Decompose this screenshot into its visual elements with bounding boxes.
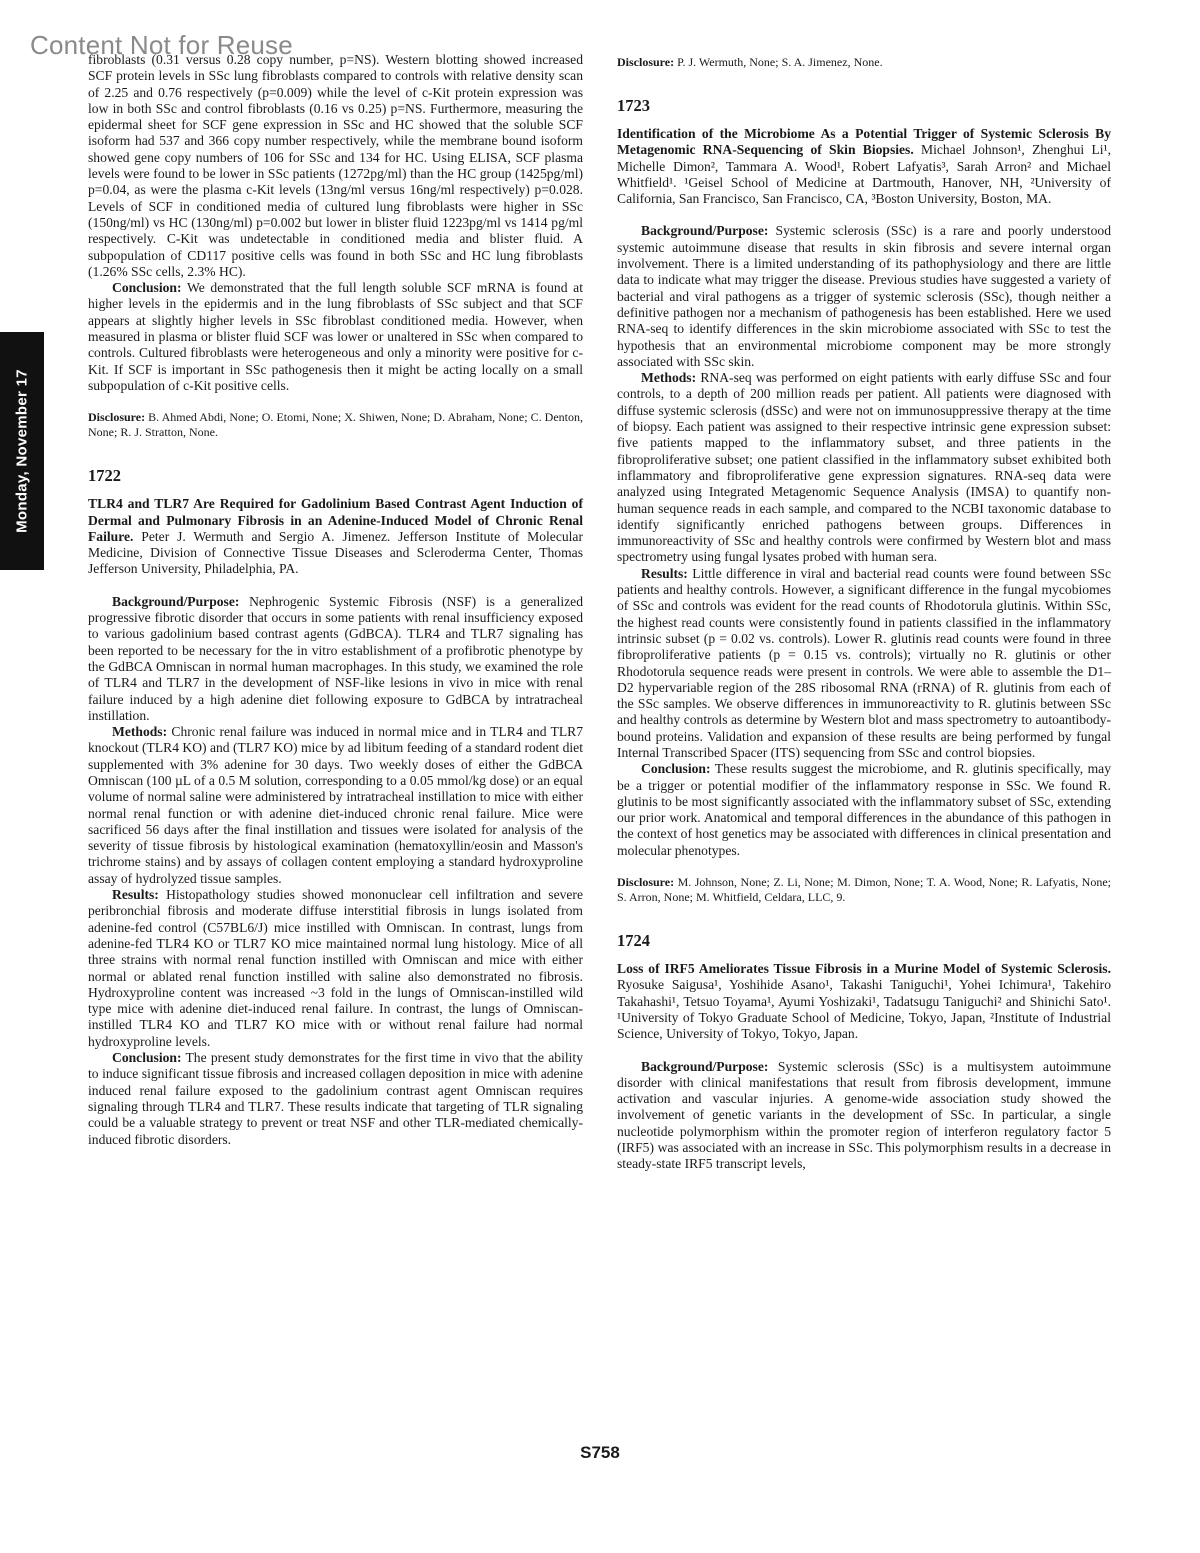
background-label: Background/Purpose:	[641, 1058, 769, 1074]
disclosure-label: Disclosure:	[617, 55, 678, 69]
results-text: Little difference in viral and bacterial read counts were found between SSc patients and healthy controls. However, a significant difference in the fungal mycobiomes of SSc and controls was evident for the read counts of Rhodotorula glutinis. Within SSc, the highest read counts were consistently found in patients classified in the inflammatory intrinsic subset (p = 0.02 vs. controls). Lower R. glutinis read counts were found in three fibroproliferative patients (p = 0.15 vs. controls); virtually no R. glutinis or other Rhodotorula sequence reads were present in controls. We were able to assemble the D1–D2 hypervariable region of the 28S ribosomal RNA (rRNA) of R. glutinis from each of the SSc samples. We observe differences in immunoreactivity to R. glutinis between SSc and healthy controls as determine by Western blot and mass spectrometry to autoantibody-bound proteins. Validation and expansion of these results are being performed by fungal Internal Transcribed Spacer (ITS) sequencing from SSc and control biopsies.	[617, 565, 1111, 760]
abstract-authors-1723: Michael Johnson¹, Zhenghui Li¹, Michelle Dimon², Tammara A. Wood¹, Robert Lafyatis³, Sarah Arron² and Michael Whitfield¹. ¹Geisel School of Medicine at Dartmouth, Hanover, NH, ²University of California, San Francisco, San Francisco, CA, ³Boston University, Boston, MA.	[617, 142, 1111, 207]
abstract-authors-1722: Peter J. Wermuth and Sergio A. Jimenez. Jefferson Institute of Molecular Medicine, Division of Connective Tissue Diseases and Scleroderma Center, Thomas Jefferson University, Philadelphia, PA.	[88, 528, 583, 577]
continuation-results: fibroblasts (0.31 versus 0.28 copy number, p=NS). Western blotting showed increased SCF protein levels in SSc lung fibroblasts compared to controls with relative density scan of 2.25 and 0.76 respectively (p=0.009) while the level of c-Kit protein expression was low in both SSc and control fibroblasts (0.16 vs 0.25) p=NS. Furthermore, measuring the epidermal sheet for SCF gene expression in SSc and HC showed that the soluble SCF isoform had 537 and 366 copy number respectively, while the membrane bound isoform showed gene copy numbers of 106 for SSc and 134 for HC. Using ELISA, SCF plasma levels were found to be lower in SSc patients (1272pg/ml) than the HC group (1425pg/ml) p=0.04, as were the plasma c-Kit levels (13ng/ml versus 16ng/ml respectively) p=0.028. Levels of SCF in conditioned media of cultured lung fibroblasts were higher in SSc (150ng/ml) vs HC (130ng/ml) p=0.002 but lower in blister fluid 1223pg/ml vs 1414 pg/ml respectively. C-Kit was undetectable in conditioned media and blister fluid. A subpopulation of CD117 positive cells was found in both SSc and HC lung fibroblasts (1.26% SSc cells, 2.3% HC).	[88, 52, 583, 279]
conclusion-label: Conclusion:	[112, 1050, 182, 1066]
left-column	[88, 52, 583, 1148]
disclosure-label: Disclosure:	[88, 410, 149, 425]
right-column	[617, 55, 1111, 1173]
background-paragraph-1722	[88, 594, 583, 724]
methods-label: Methods:	[641, 370, 697, 386]
abstract-title-1722: TLR4 and TLR7 Are Required for Gadolinium Based Contrast Agent Induction of Dermal and Pulmonary Fibrosis in an Adenine-Induced Model of Chronic Renal Failure.	[88, 496, 583, 544]
conclusion-paragraph-1722	[88, 1050, 583, 1148]
methods-text: Chronic renal failure was induced in normal mice and in TLR4 and TLR7 knockout (TLR4 KO) and (TLR7 KO) mice by ad libitum feeding of a standard rodent diet supplemented with 3% adenine for 30 days. Two weekly doses of either the GdBCA Omniscan (100 µL of a 0.5 M solution, corresponding to a 0.05 mmol/kg dose) or an equal volume of normal saline were administered by intratracheal instillation to mice with either normal renal function or with adenine diet-induced chronic renal failure. Mice were sacrificed 56 days after the final instillation and tissues were isolated for analysis of the severity of tissue fibrosis by histological examination (hematoxyllin/eosin and Masson's trichrome stains) and by assays of collagen content employing a standard hydroxyproline assay of hydrolyzed tissue samples.	[88, 724, 583, 886]
disclosure-1721	[88, 410, 583, 440]
section-tab-label: Monday, November 17	[13, 369, 31, 533]
abstract-number-1722: 1722	[88, 466, 121, 486]
conclusion-label: Conclusion:	[112, 280, 182, 296]
page-number: S758	[580, 1443, 620, 1462]
section-tab	[0, 332, 44, 570]
abstract-number-1724: 1724	[617, 931, 650, 951]
background-label: Background/Purpose:	[112, 593, 240, 609]
abstract-title-1724: Loss of IRF5 Ameliorates Tissue Fibrosis in a Murine Model of Systemic Sclerosis.	[617, 961, 1111, 977]
results-text: Histopathology studies showed mononuclear cell infiltration and severe peribronchial fibrosis and moderate diffuse interstitial fibrosis in lungs isolated from adenine-fed control (C57BL6/J) mice instilled with Omniscan. In contrast, lungs from adenine-fed TLR4 KO or TLR7 KO mice maintained normal lung histology. Mice of all three strains with normal renal function instilled with Omniscan and mice with either normal or ablated renal function instilled with saline also demonstrated no fibrosis. Hydroxyproline content was increased ~3 fold in the lungs of Omniscan-instilled wild type mice with adenine diet-induced renal failure. In contrast, the lungs of Omniscan-instilled TLR4 KO and TLR7 KO mice with or without renal failure had normal hydroxyproline levels.	[88, 887, 583, 1049]
results-paragraph-1723	[617, 566, 1111, 762]
background-text: Systemic sclerosis (SSc) is a rare and poorly understood systemic autoimmune disease that results in skin fibrosis and severe internal organ involvement. There is a limited understanding of its pathophysiology and there are little data to indicate what may trigger the disease. Previous studies have suggested a variety of bacterial and viral pathogens as a trigger of systemic sclerosis (SSc), though neither a definitive pathogen nor a mechanism of pathogenesis has been established. Here we used RNA-seq to identify differences in the skin microbiome associated with SSc to test the hypothesis that an environmental microbiome component may be more strongly associated with SSc skin.	[617, 223, 1111, 369]
conclusion-text: The present study demonstrates for the first time in vivo that the ability to induce significant tissue fibrosis and increased collagen deposition in mice with adenine induced renal failure exposed to the gadolinium contrast agent Omniscan requires signaling through TLR4 and TLR7. These results indicate that targeting of TLR signaling could be a valuable strategy to prevent or treat NSF and other TLR-mediated chemically-induced fibrotic disorders.	[88, 1050, 583, 1147]
abstract-heading-1723	[617, 126, 1111, 207]
conclusion-label: Conclusion:	[641, 761, 711, 777]
conclusion-text: We demonstrated that the full length soluble SCF mRNA is found at higher levels in the epidermis and in the lung fibroblasts of SSc subject and that SCF appears at slightly higher levels in SSc fibroblast conditioned media. However, when measured in plasma or blister fluid SCF was lower or unaltered in SSc when compared to controls. Cultured fibroblasts were heterogeneous and only a minority were positive for c-Kit. If SCF is important in SSc pathogenesis then it might be acting locally on a small subpopulation of c-Kit positive cells.	[88, 280, 583, 393]
methods-label: Methods:	[112, 724, 168, 740]
watermark: Content Not for Reuse	[30, 30, 293, 60]
background-text: Systemic sclerosis (SSc) is a multisystem autoimmune disorder with clinical manifestations that result from fibrosis development, immune activation and vascular injuries. A genome-wide association study showed the involvement of genetic variants in the development of SSc. In particular, a single nucleotide polymorphism within the promoter region of interferon regulatory factor 5 (IRF5) was associated with an increase in SSc. This polymorphism results in a decrease in steady-state IRF5 transcript levels,	[617, 1058, 1111, 1172]
results-label: Results:	[641, 565, 688, 581]
results-label: Results:	[112, 887, 159, 903]
disclosure-text: M. Johnson, None; Z. Li, None; M. Dimon, None; T. A. Wood, None; R. Lafyatis, None; S. Arron, None; M. Whitfield, Celdara, LLC, 9.	[617, 875, 1111, 905]
abstract-number-1723: 1723	[617, 96, 650, 115]
abstract-heading-1724	[617, 961, 1111, 1042]
results-paragraph-1722	[88, 887, 583, 1050]
disclosure-1723	[617, 875, 1111, 905]
methods-paragraph-1723	[617, 370, 1111, 566]
disclosure-1722	[617, 55, 1111, 70]
disclosure-text: P. J. Wermuth, None; S. A. Jimenez, None.	[677, 55, 883, 69]
methods-paragraph-1722	[88, 724, 583, 887]
abstract-title-1723: Identification of the Microbiome As a Potential Trigger of Systemic Sclerosis By Metagenomic RNA-Sequencing of Skin Biopsies.	[617, 126, 1111, 158]
disclosure-text: B. Ahmed Abdi, None; O. Etomi, None; X. Shiwen, None; D. Abraham, None; C. Denton, None; R. J. Stratton, None.	[88, 410, 583, 440]
abstract-authors-1724: Ryosuke Saigusa¹, Yoshihide Asano¹, Takashi Taniguchi¹, Yohei Ichimura¹, Takehiro Takahashi¹, Tetsuo Toyama¹, Ayumi Yoshizaki¹, Tadatsugu Taniguchi² and Shinichi Sato¹. ¹University of Tokyo Graduate School of Medicine, Tokyo, Japan, ²Institute of Industrial Science, University of Tokyo, Tokyo, Japan.	[617, 977, 1111, 1042]
conclusion-text: These results suggest the microbiome, and R. glutinis specifically, may be a trigger or potential modifier of the inflammatory response in SSc. We found R. glutinis to be most significantly associated with the inflammatory subset of SSc, extending our prior work. Anatomical and temporal differences in the abundance of this pathogen in the context of host genetics may be associated with differences in clinical presentation and molecular phenotypes.	[617, 761, 1111, 858]
background-paragraph-1723	[617, 223, 1111, 370]
conclusion-paragraph-1723	[617, 761, 1111, 859]
background-text: Nephrogenic Systemic Fibrosis (NSF) is a generalized progressive fibrotic disorder that occurs in some patients with renal insufficiency exposed to various gadolinium based contrast agents (GdBCA). TLR4 and TLR7 signaling has been reported to be necessary for the in vitro establishment of a profibrotic phenotype by the GdBCA Omniscan in normal human macrophages. In this study, we examined the role of TLR4 and TLR7 in the development of NSF-like lesions in vivo in mice with renal failure induced by a high adenine diet following exposure to GdBCA by intratracheal instillation.	[88, 593, 583, 723]
background-label: Background/Purpose:	[641, 223, 769, 239]
background-paragraph-1724	[617, 1059, 1111, 1173]
methods-text: RNA-seq was performed on eight patients with early diffuse SSc and four controls, to a depth of 200 million reads per patient. All patients were diagnosed with diffuse systemic sclerosis (dSSc) and were not on immunosuppressive therapy at the time of biopsy. Each patient was assigned to their respective intrinsic gene expression subset: five patients mapped to the inflammatory subset, and three patients in the fibroproliferative subset; one patient classified in the inflammatory subset exhibited both inflammatory and fibroproliferative gene expression signatures. RNA-seq data were analyzed using Integrated Metagenomic Sequence Analysis (IMSA) to quantify non-human sequence reads in each sample, and compared to the NCBI taxonomic database to identify significantly enriched pathogens between groups. Differences in immunoreactivity of SSc and healthy controls were confirmed by Western blot and mass spectrometry using fungal lysates probed with human sera.	[617, 370, 1111, 565]
disclosure-label: Disclosure:	[617, 875, 678, 890]
conclusion-paragraph	[88, 280, 583, 394]
abstract-heading-1722	[88, 496, 583, 577]
